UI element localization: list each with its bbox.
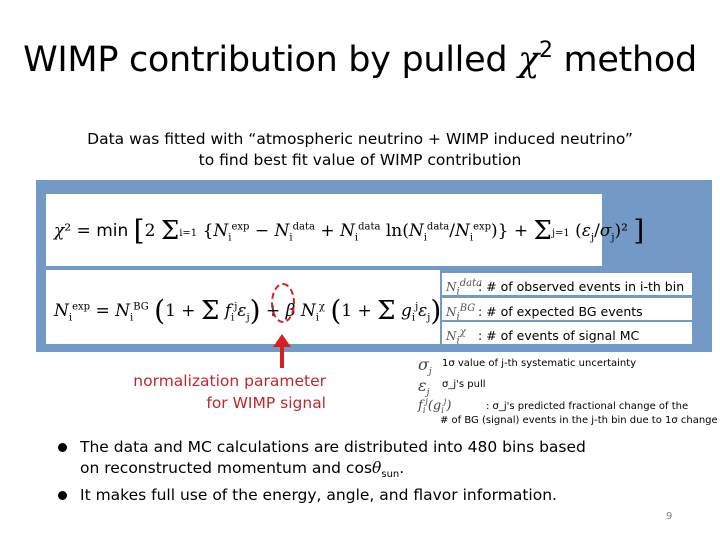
bullet-dot-icon	[58, 491, 67, 500]
n-chi-symbol: $N_i^\chi$	[446, 327, 466, 347]
sigma-symbol: $\sigma_j$	[418, 355, 432, 378]
f-g-symbol: $f_i^j(g_i^j)$	[418, 397, 452, 415]
n-data-symbol: $N_i^{data}$	[446, 278, 483, 298]
bullet-dot-icon	[58, 443, 67, 452]
n-bg-symbol: $N_i^{BG}$	[446, 303, 476, 323]
bullet-item: It makes full use of the energy, angle, and flavor information.	[58, 485, 708, 506]
f-g-definition: $f_i^j(g_i^j)$ : σ_j's predicted fractional change of the # of BG (signal) events in the j-th bin due to 1σ change	[418, 397, 718, 426]
legend-observed-events: $N_i^{data}$: # of observed events in i-th bin	[442, 273, 692, 295]
bullet-item: The data and MC calculations are distributed into 480 bins based on reconstructed momentum and cosθ$_{sun}$.	[58, 437, 708, 485]
legend-bg-events: $N_i^{BG}$ : # of expected BG events	[442, 298, 692, 320]
arrow-shaft	[280, 344, 284, 368]
intro-line-2: to find best fit value of WIMP contribution	[198, 151, 522, 169]
normalization-label: normalization parameter for WIMP signal	[133, 372, 326, 412]
sigma-definition: $\sigma_j$ 1σ value of j-th systematic uncertainty	[418, 355, 637, 378]
intro-line-1: Data was fitted with “atmospheric neutrino + WIMP induced neutrino”	[87, 130, 633, 148]
bullet-list	[58, 437, 708, 506]
slide-title: WIMP contribution by pulled $\chi^2$ method	[23, 38, 697, 80]
epsilon-symbol: $\varepsilon_j$	[418, 376, 430, 399]
page-number: 9	[666, 511, 673, 522]
epsilon-definition: $\varepsilon_j$ σ_j's pull	[418, 376, 486, 399]
chi2-equation-image: χ² = min [2 Σi=1 {$N_i^{exp} - N_i^{data} + N_i^{data}$ $\ln(N_i^{data}/N_i^{exp})\} + \Sigma j=1$ $(\varepsilon_j/\sigma_j)^2$ ]	[46, 194, 602, 266]
legend-signal-events: $N_i^\chi$ : # of events of signal MC	[442, 322, 692, 344]
normalization-highlight-circle	[271, 283, 295, 323]
intro-text	[0, 129, 720, 171]
nexp-equation-image: $N_i^{exp} = N_i^{BG}$ (1 + Σ $f_i^j\varepsilon_j) + \beta$ $N_i^\chi$ (1 + Σ $g_i^j\varepsilon_j$)	[46, 270, 440, 344]
